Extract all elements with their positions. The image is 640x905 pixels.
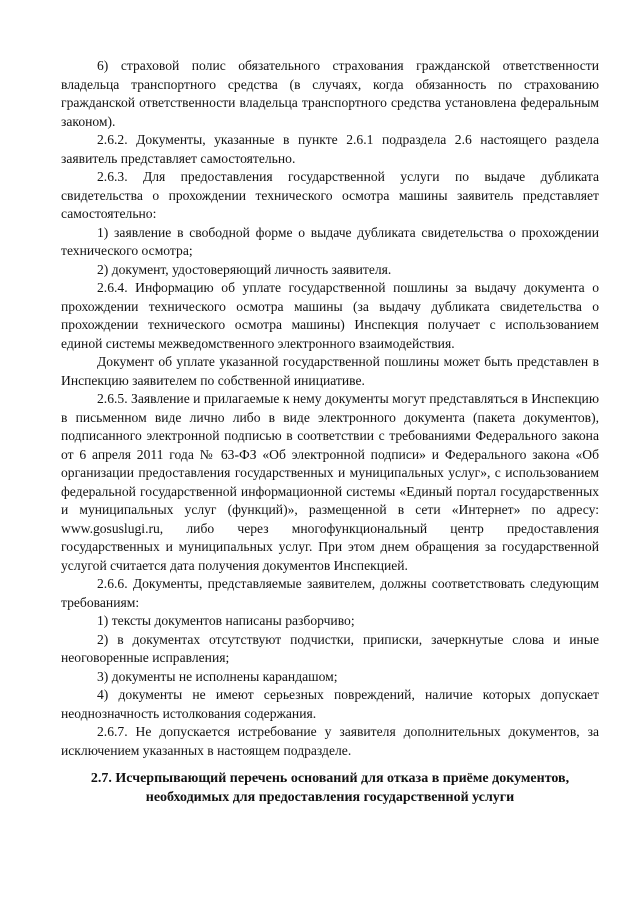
paragraph: 2.6.2. Документы, указанные в пункте 2.6.1 подраздела 2.6 настоящего раздела заявитель представляет самостоятельно. <box>61 132 599 166</box>
section-heading-line-1: 2.7. Исчерпывающий перечень оснований для отказа в приёме документов, <box>90 771 570 786</box>
paragraph: 4) документы не имеют серьезных повреждений, наличие которых допускает неоднозначность истолкования содержания. <box>61 687 599 721</box>
paragraph: 6) страховой полис обязательного страхования гражданской ответственности владельца транспортного средства (в случаях, когда обязанность по страхованию гражданской ответственности владельца транспортного средства установлена федеральным законом). <box>61 58 599 129</box>
paragraph: 2) документ, удостоверяющий личность заявителя. <box>97 261 392 277</box>
paragraph: 2.6.7. Не допускается истребование у заявителя дополнительных документов, за исключением указанных в настоящем подразделе. <box>61 724 599 758</box>
paragraph: 2.6.6. Документы, представляемые заявителем, должны соответствовать следующим требованиям: <box>61 576 599 610</box>
document-page <box>61 57 599 805</box>
paragraph: 1) заявление в свободной форме о выдаче дубликата свидетельства о прохождении технического осмотра; <box>61 224 599 258</box>
paragraph: 2.6.3. Для предоставления государственной услуги по выдаче дубликата свидетельства о прохождении технического осмотра машины заявитель представляет самостоятельно: <box>61 169 599 221</box>
paragraph: 2.6.4. Информацию об уплате государственной пошлины за выдачу документа о прохождении технического осмотра машины (за выдачу дубликата свидетельства о прохождении технического осмотра машины) Инспекция получает с использованием единой системы межведомственного электронного взаимодействия. <box>61 280 599 351</box>
paragraph: Документ об уплате указанной государственной пошлины может быть представлен в Инспекцию заявителем по собственной инициативе. <box>61 354 599 388</box>
paragraph: 1) тексты документов написаны разборчиво; <box>97 613 355 628</box>
paragraph: 2.6.5. Заявление и прилагаемые к нему документы могут представляться в Инспекцию в письменном виде лично либо в виде электронного документа (пакета документов), подписанного электронной подписью в соответствии с требованиями Федерального закона от 6 апреля 2011 года № 63-ФЗ «Об электронной подписи» и Федерального закона «Об организации предоставления государственных и муниципальных услуг», с использованием федеральной государственной информационной системы «Единый портал государственных и муниципальных услуг (функций)», размещенной в сети «Интернет» по адресу: www.gosuslugi.ru, либо через многофункциональный центр предоставления государственных и муниципальных услуг. При этом днем обращения за государственной услугой считается дата получения документов Инспекцией. <box>61 391 599 573</box>
section-heading-line-2: необходимых для предоставления государственной услуги <box>145 790 515 805</box>
paragraph: 2) в документах отсутствуют подчистки, приписки, зачеркнутые слова и иные неоговоренные исправления; <box>61 631 599 665</box>
section-heading <box>61 769 599 807</box>
paragraph: 3) документы не исполнены карандашом; <box>97 668 338 684</box>
